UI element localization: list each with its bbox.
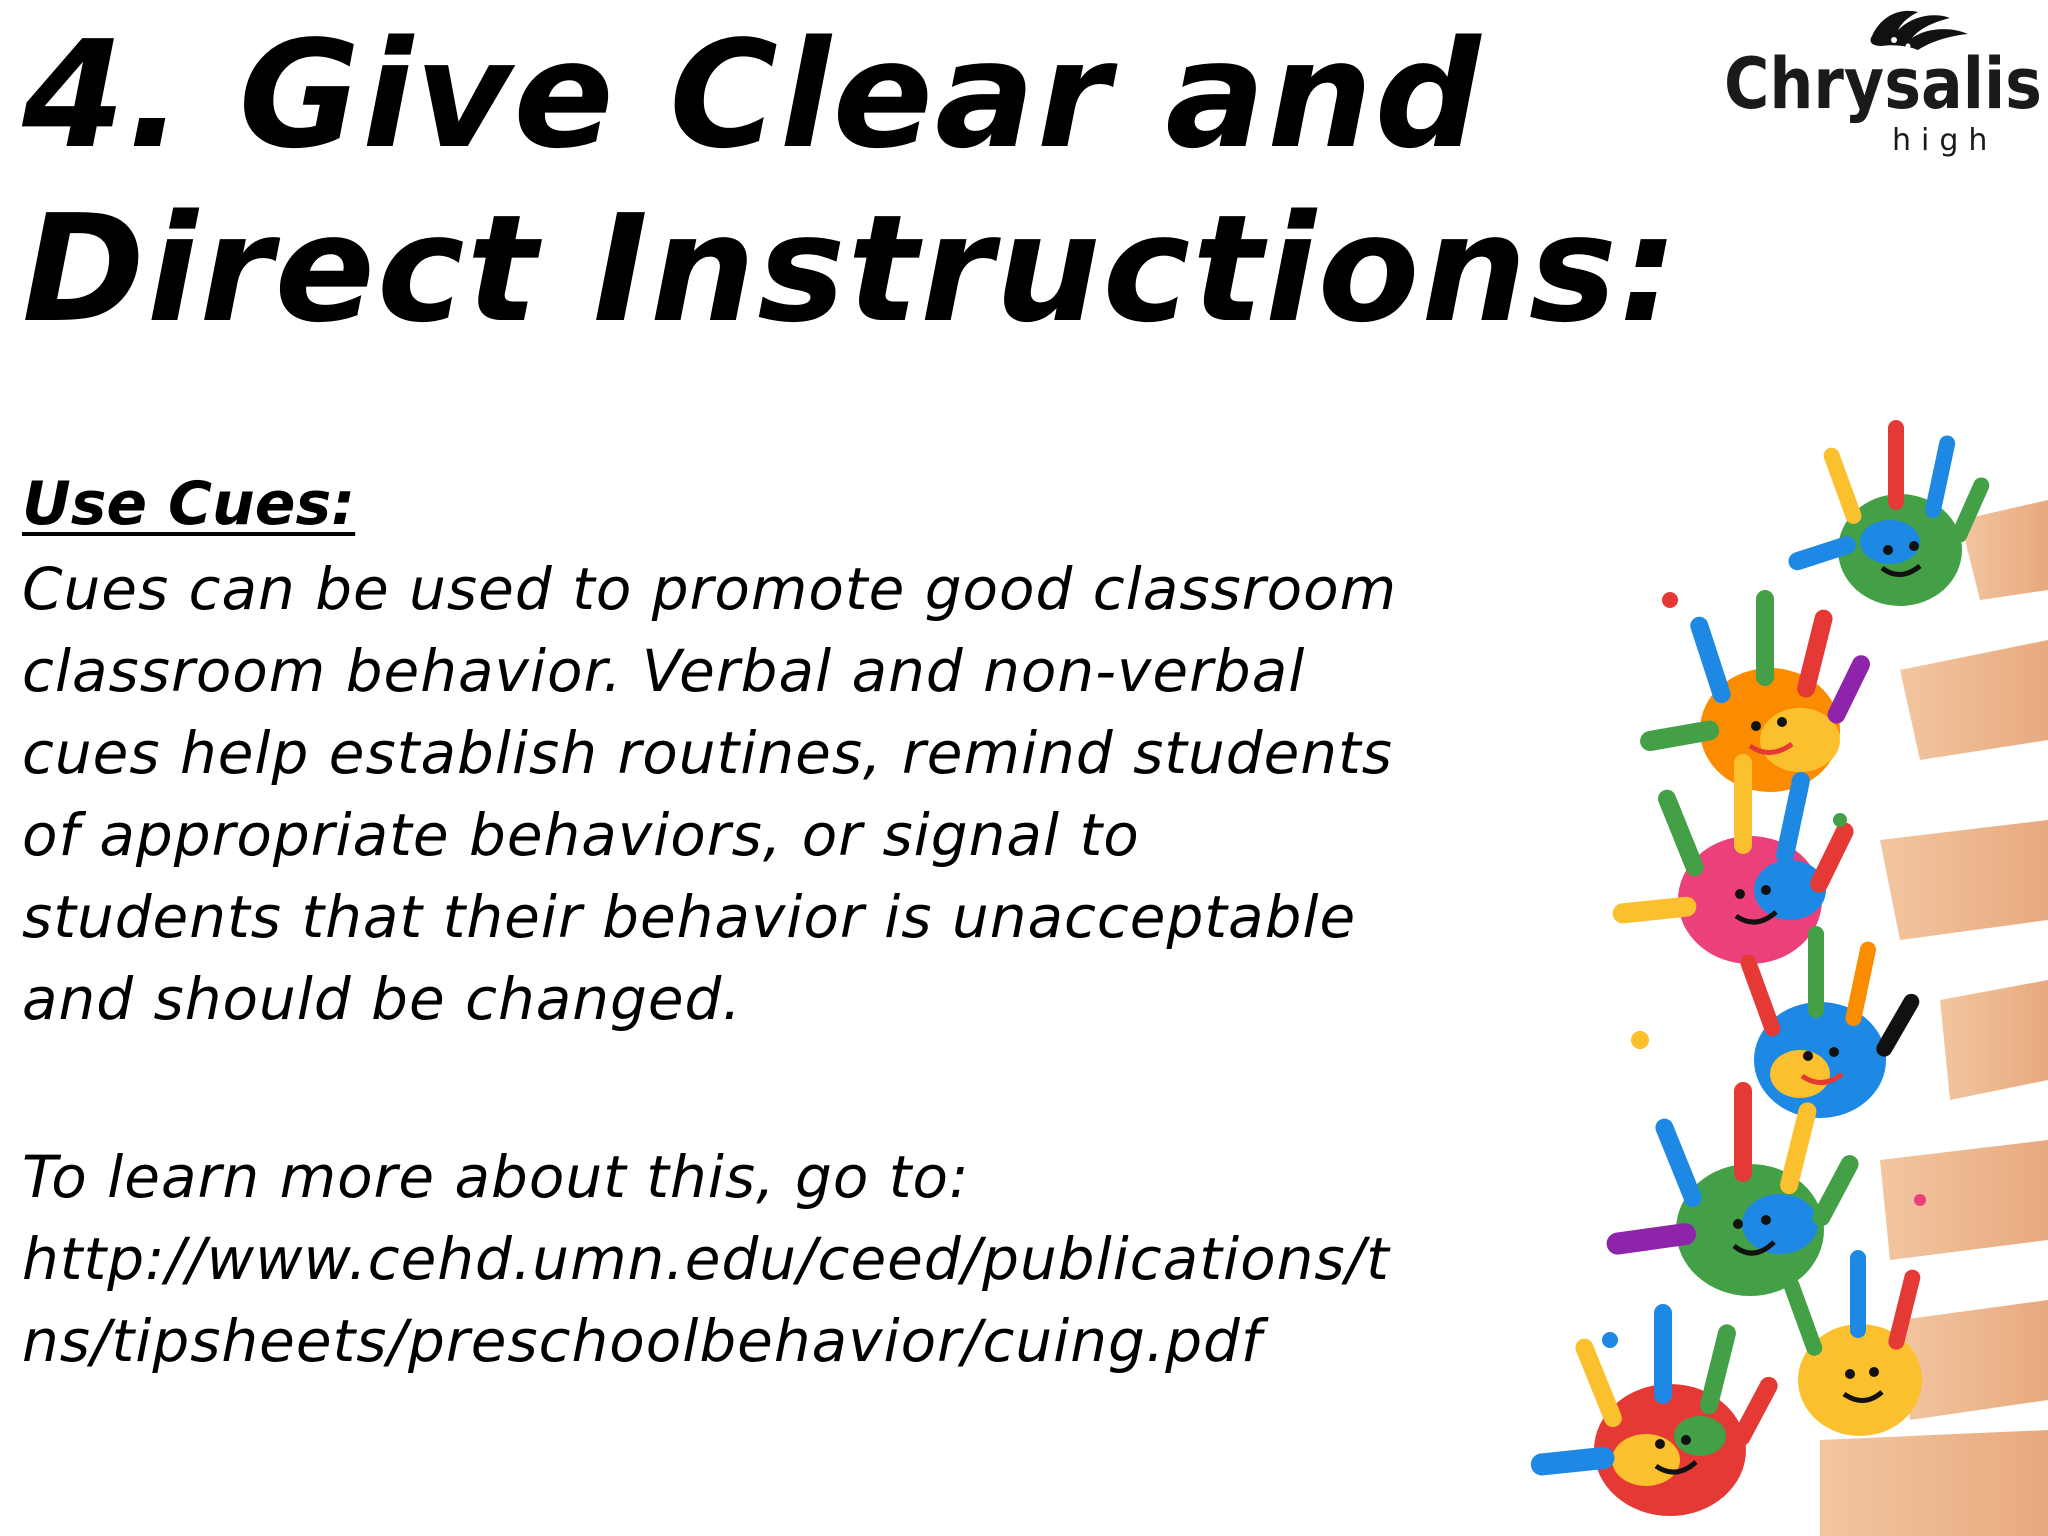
learn-more-text bbox=[22, 1136, 1522, 1218]
body-line: students that their behavior is unacceptable bbox=[22, 883, 1357, 951]
hand bbox=[1781, 1250, 1922, 1436]
body-line: classroom behavior. Verbal and non-verbal bbox=[22, 637, 1306, 705]
painted-hands-image bbox=[1520, 440, 2048, 1536]
chrysalis-logo bbox=[1722, 6, 2044, 156]
hand bbox=[1530, 1304, 1781, 1516]
resource-link[interactable] bbox=[22, 1218, 1522, 1382]
title-line-2: Direct Instructions: bbox=[22, 183, 1681, 355]
resource-link-line: http://www.cehd.umn.edu/ceed/publications/t bbox=[22, 1225, 1390, 1293]
body-line: cues help establish routines, remind students bbox=[22, 719, 1394, 787]
page-title bbox=[22, 8, 1681, 356]
body-paragraph bbox=[22, 548, 1522, 1040]
body-line: and should be changed. bbox=[22, 965, 742, 1033]
subheading: Use Cues: bbox=[22, 469, 356, 539]
body-line: Cues can be used to promote good classroom bbox=[22, 555, 1398, 623]
logo-sub: high bbox=[1892, 123, 1998, 158]
slide-content bbox=[22, 468, 1522, 1382]
learn-more-line: To learn more about this, go to: bbox=[22, 1143, 970, 1211]
title-line-1: 4. Give Clear and bbox=[22, 9, 1483, 181]
hand bbox=[1639, 590, 1874, 792]
hand bbox=[1786, 420, 1992, 606]
resource-link-line: ns/tipsheets/preschoolbehavior/cuing.pdf bbox=[22, 1307, 1263, 1375]
body-line: of appropriate behaviors, or signal to bbox=[22, 801, 1140, 869]
logo-wordmark: Chrysalis bbox=[1724, 43, 2042, 125]
